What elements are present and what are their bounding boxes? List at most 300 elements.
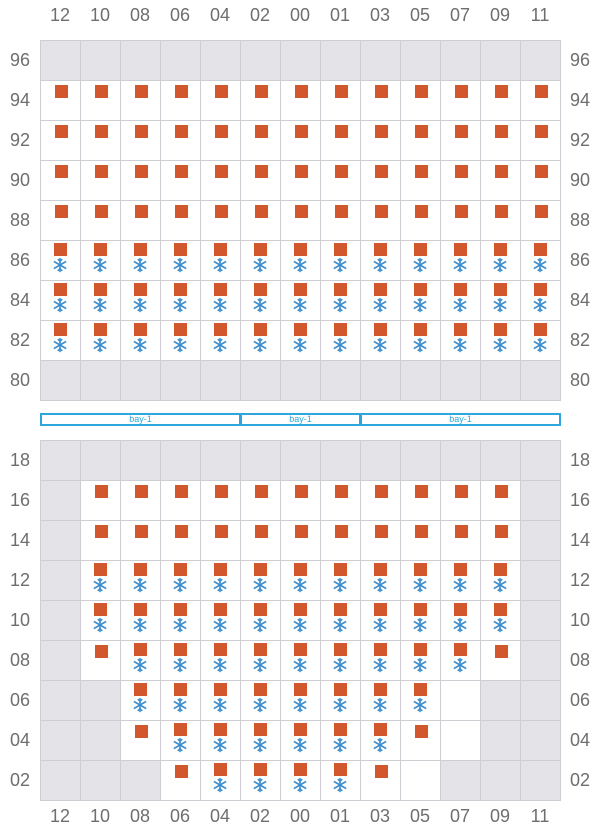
upper-slot-88-02[interactable]	[241, 201, 281, 241]
container-square[interactable]	[95, 125, 108, 138]
container-square[interactable]	[174, 283, 187, 296]
upper-slot-86-05[interactable]	[401, 241, 441, 281]
lower-slot-12-10[interactable]	[81, 561, 121, 601]
container-square[interactable]	[54, 323, 67, 336]
lower-slot-08-02[interactable]	[241, 641, 281, 681]
container-square[interactable]	[255, 165, 268, 178]
container-square[interactable]	[174, 243, 187, 256]
container-square[interactable]	[255, 485, 268, 498]
upper-slot-86-09[interactable]	[481, 241, 521, 281]
container-square[interactable]	[335, 125, 348, 138]
container-square[interactable]	[254, 763, 267, 776]
container-square[interactable]	[174, 323, 187, 336]
lower-slot-16-04[interactable]	[201, 481, 241, 521]
container-square[interactable]	[414, 243, 427, 256]
container-square[interactable]	[495, 485, 508, 498]
upper-slot-90-11[interactable]	[521, 161, 561, 201]
upper-slot-92-02[interactable]	[241, 121, 281, 161]
container-square[interactable]	[454, 563, 467, 576]
container-square[interactable]	[294, 643, 307, 656]
upper-slot-92-01[interactable]	[321, 121, 361, 161]
container-square[interactable]	[334, 643, 347, 656]
lower-slot-16-08[interactable]	[121, 481, 161, 521]
container-square[interactable]	[94, 243, 107, 256]
lower-slot-14-06[interactable]	[161, 521, 201, 561]
container-square[interactable]	[214, 603, 227, 616]
upper-slot-88-09[interactable]	[481, 201, 521, 241]
lower-slot-16-07[interactable]	[441, 481, 481, 521]
container-square[interactable]	[94, 323, 107, 336]
container-square[interactable]	[334, 243, 347, 256]
upper-slot-84-07[interactable]	[441, 281, 481, 321]
upper-slot-90-05[interactable]	[401, 161, 441, 201]
container-square[interactable]	[335, 165, 348, 178]
container-square[interactable]	[295, 85, 308, 98]
container-square[interactable]	[254, 723, 267, 736]
container-square[interactable]	[334, 603, 347, 616]
upper-slot-92-12[interactable]	[41, 121, 81, 161]
container-square[interactable]	[294, 323, 307, 336]
container-square[interactable]	[454, 643, 467, 656]
container-square[interactable]	[175, 85, 188, 98]
container-square[interactable]	[134, 283, 147, 296]
container-square[interactable]	[215, 85, 228, 98]
container-square[interactable]	[414, 283, 427, 296]
container-square[interactable]	[374, 323, 387, 336]
upper-slot-82-10[interactable]	[81, 321, 121, 361]
upper-slot-94-11[interactable]	[521, 81, 561, 121]
container-square[interactable]	[174, 603, 187, 616]
upper-slot-94-02[interactable]	[241, 81, 281, 121]
container-square[interactable]	[415, 525, 428, 538]
container-square[interactable]	[335, 485, 348, 498]
upper-slot-82-07[interactable]	[441, 321, 481, 361]
container-square[interactable]	[135, 525, 148, 538]
upper-slot-82-01[interactable]	[321, 321, 361, 361]
lower-slot-14-07[interactable]	[441, 521, 481, 561]
upper-slot-84-11[interactable]	[521, 281, 561, 321]
container-square[interactable]	[375, 125, 388, 138]
upper-slot-84-08[interactable]	[121, 281, 161, 321]
upper-slot-90-01[interactable]	[321, 161, 361, 201]
container-square[interactable]	[254, 603, 267, 616]
upper-slot-88-00[interactable]	[281, 201, 321, 241]
container-square[interactable]	[95, 645, 108, 658]
container-square[interactable]	[294, 683, 307, 696]
container-square[interactable]	[135, 485, 148, 498]
upper-slot-90-00[interactable]	[281, 161, 321, 201]
container-square[interactable]	[455, 205, 468, 218]
lower-slot-16-05[interactable]	[401, 481, 441, 521]
container-square[interactable]	[135, 85, 148, 98]
container-square[interactable]	[175, 485, 188, 498]
upper-slot-92-03[interactable]	[361, 121, 401, 161]
container-square[interactable]	[94, 283, 107, 296]
lower-slot-12-03[interactable]	[361, 561, 401, 601]
upper-slot-90-12[interactable]	[41, 161, 81, 201]
container-square[interactable]	[495, 85, 508, 98]
upper-slot-86-06[interactable]	[161, 241, 201, 281]
lower-slot-02-06[interactable]	[161, 761, 201, 801]
container-square[interactable]	[374, 683, 387, 696]
container-square[interactable]	[454, 323, 467, 336]
container-square[interactable]	[535, 205, 548, 218]
upper-slot-86-01[interactable]	[321, 241, 361, 281]
lower-slot-08-05[interactable]	[401, 641, 441, 681]
container-square[interactable]	[295, 125, 308, 138]
container-square[interactable]	[95, 485, 108, 498]
lower-slot-16-06[interactable]	[161, 481, 201, 521]
container-square[interactable]	[495, 205, 508, 218]
container-square[interactable]	[135, 125, 148, 138]
lower-slot-14-08[interactable]	[121, 521, 161, 561]
upper-slot-92-10[interactable]	[81, 121, 121, 161]
lower-slot-16-00[interactable]	[281, 481, 321, 521]
lower-slot-12-08[interactable]	[121, 561, 161, 601]
container-square[interactable]	[334, 563, 347, 576]
lower-slot-14-00[interactable]	[281, 521, 321, 561]
container-square[interactable]	[375, 485, 388, 498]
upper-slot-84-00[interactable]	[281, 281, 321, 321]
container-square[interactable]	[95, 205, 108, 218]
container-square[interactable]	[175, 525, 188, 538]
lower-slot-12-02[interactable]	[241, 561, 281, 601]
container-square[interactable]	[534, 283, 547, 296]
container-square[interactable]	[175, 765, 188, 778]
upper-slot-82-08[interactable]	[121, 321, 161, 361]
container-square[interactable]	[455, 165, 468, 178]
lower-slot-06-07[interactable]	[441, 681, 481, 721]
upper-slot-94-06[interactable]	[161, 81, 201, 121]
container-square[interactable]	[414, 683, 427, 696]
upper-slot-82-06[interactable]	[161, 321, 201, 361]
container-square[interactable]	[214, 683, 227, 696]
upper-slot-82-09[interactable]	[481, 321, 521, 361]
container-square[interactable]	[214, 723, 227, 736]
upper-slot-90-07[interactable]	[441, 161, 481, 201]
lower-slot-16-02[interactable]	[241, 481, 281, 521]
upper-slot-90-02[interactable]	[241, 161, 281, 201]
container-square[interactable]	[415, 485, 428, 498]
container-square[interactable]	[335, 205, 348, 218]
container-square[interactable]	[335, 85, 348, 98]
lower-slot-06-04[interactable]	[201, 681, 241, 721]
container-square[interactable]	[294, 243, 307, 256]
lower-slot-12-00[interactable]	[281, 561, 321, 601]
container-square[interactable]	[494, 243, 507, 256]
upper-slot-94-10[interactable]	[81, 81, 121, 121]
container-square[interactable]	[375, 85, 388, 98]
container-square[interactable]	[295, 485, 308, 498]
container-square[interactable]	[454, 603, 467, 616]
lower-slot-08-06[interactable]	[161, 641, 201, 681]
upper-slot-84-02[interactable]	[241, 281, 281, 321]
container-square[interactable]	[134, 243, 147, 256]
upper-slot-94-09[interactable]	[481, 81, 521, 121]
lower-slot-12-05[interactable]	[401, 561, 441, 601]
upper-slot-92-09[interactable]	[481, 121, 521, 161]
container-square[interactable]	[375, 205, 388, 218]
container-square[interactable]	[374, 643, 387, 656]
lower-slot-08-07[interactable]	[441, 641, 481, 681]
container-square[interactable]	[495, 165, 508, 178]
upper-slot-90-03[interactable]	[361, 161, 401, 201]
lower-slot-04-07[interactable]	[441, 721, 481, 761]
container-square[interactable]	[174, 723, 187, 736]
upper-slot-82-03[interactable]	[361, 321, 401, 361]
lower-slot-12-04[interactable]	[201, 561, 241, 601]
container-square[interactable]	[375, 165, 388, 178]
container-square[interactable]	[94, 563, 107, 576]
container-square[interactable]	[454, 243, 467, 256]
container-square[interactable]	[494, 323, 507, 336]
container-square[interactable]	[535, 85, 548, 98]
upper-slot-86-00[interactable]	[281, 241, 321, 281]
container-square[interactable]	[495, 525, 508, 538]
lower-slot-02-04[interactable]	[201, 761, 241, 801]
lower-slot-16-01[interactable]	[321, 481, 361, 521]
container-square[interactable]	[494, 603, 507, 616]
container-square[interactable]	[254, 243, 267, 256]
container-square[interactable]	[335, 525, 348, 538]
container-square[interactable]	[214, 763, 227, 776]
lower-slot-08-08[interactable]	[121, 641, 161, 681]
lower-slot-04-04[interactable]	[201, 721, 241, 761]
upper-slot-82-04[interactable]	[201, 321, 241, 361]
lower-slot-02-03[interactable]	[361, 761, 401, 801]
container-square[interactable]	[134, 323, 147, 336]
container-square[interactable]	[295, 525, 308, 538]
lower-slot-10-01[interactable]	[321, 601, 361, 641]
container-square[interactable]	[455, 525, 468, 538]
container-square[interactable]	[254, 643, 267, 656]
container-square[interactable]	[414, 323, 427, 336]
container-square[interactable]	[374, 603, 387, 616]
container-square[interactable]	[494, 283, 507, 296]
upper-slot-84-12[interactable]	[41, 281, 81, 321]
lower-slot-12-09[interactable]	[481, 561, 521, 601]
container-square[interactable]	[174, 563, 187, 576]
container-square[interactable]	[255, 85, 268, 98]
lower-slot-14-03[interactable]	[361, 521, 401, 561]
container-square[interactable]	[534, 243, 547, 256]
upper-slot-88-01[interactable]	[321, 201, 361, 241]
container-square[interactable]	[334, 283, 347, 296]
container-square[interactable]	[135, 165, 148, 178]
lower-slot-08-10[interactable]	[81, 641, 121, 681]
container-square[interactable]	[255, 125, 268, 138]
container-square[interactable]	[215, 485, 228, 498]
lower-slot-06-03[interactable]	[361, 681, 401, 721]
container-square[interactable]	[174, 683, 187, 696]
upper-slot-90-06[interactable]	[161, 161, 201, 201]
container-square[interactable]	[414, 643, 427, 656]
upper-slot-84-09[interactable]	[481, 281, 521, 321]
container-square[interactable]	[374, 563, 387, 576]
upper-slot-88-07[interactable]	[441, 201, 481, 241]
bay-label[interactable]: bay-1	[40, 413, 241, 426]
upper-slot-86-12[interactable]	[41, 241, 81, 281]
lower-slot-10-03[interactable]	[361, 601, 401, 641]
container-square[interactable]	[334, 683, 347, 696]
upper-slot-94-01[interactable]	[321, 81, 361, 121]
container-square[interactable]	[414, 603, 427, 616]
container-square[interactable]	[55, 205, 68, 218]
container-square[interactable]	[295, 205, 308, 218]
container-square[interactable]	[455, 485, 468, 498]
upper-slot-88-12[interactable]	[41, 201, 81, 241]
upper-slot-90-04[interactable]	[201, 161, 241, 201]
container-square[interactable]	[175, 125, 188, 138]
container-square[interactable]	[134, 643, 147, 656]
lower-slot-14-10[interactable]	[81, 521, 121, 561]
upper-slot-84-06[interactable]	[161, 281, 201, 321]
lower-slot-04-01[interactable]	[321, 721, 361, 761]
container-square[interactable]	[134, 603, 147, 616]
container-square[interactable]	[455, 125, 468, 138]
container-square[interactable]	[374, 243, 387, 256]
container-square[interactable]	[215, 525, 228, 538]
container-square[interactable]	[374, 283, 387, 296]
upper-slot-86-08[interactable]	[121, 241, 161, 281]
lower-slot-10-02[interactable]	[241, 601, 281, 641]
upper-slot-88-11[interactable]	[521, 201, 561, 241]
container-square[interactable]	[175, 205, 188, 218]
lower-slot-02-00[interactable]	[281, 761, 321, 801]
container-square[interactable]	[495, 645, 508, 658]
lower-slot-12-07[interactable]	[441, 561, 481, 601]
container-square[interactable]	[55, 165, 68, 178]
upper-slot-94-08[interactable]	[121, 81, 161, 121]
upper-slot-92-08[interactable]	[121, 121, 161, 161]
container-square[interactable]	[535, 165, 548, 178]
upper-slot-88-10[interactable]	[81, 201, 121, 241]
upper-slot-86-03[interactable]	[361, 241, 401, 281]
lower-slot-16-09[interactable]	[481, 481, 521, 521]
container-square[interactable]	[95, 165, 108, 178]
upper-slot-84-03[interactable]	[361, 281, 401, 321]
container-square[interactable]	[254, 683, 267, 696]
container-square[interactable]	[255, 205, 268, 218]
lower-slot-14-02[interactable]	[241, 521, 281, 561]
container-square[interactable]	[215, 125, 228, 138]
upper-slot-92-05[interactable]	[401, 121, 441, 161]
lower-slot-04-00[interactable]	[281, 721, 321, 761]
container-square[interactable]	[254, 563, 267, 576]
container-square[interactable]	[334, 763, 347, 776]
lower-slot-02-02[interactable]	[241, 761, 281, 801]
upper-slot-86-02[interactable]	[241, 241, 281, 281]
upper-slot-84-01[interactable]	[321, 281, 361, 321]
container-square[interactable]	[214, 283, 227, 296]
lower-slot-10-00[interactable]	[281, 601, 321, 641]
upper-slot-94-00[interactable]	[281, 81, 321, 121]
lower-slot-08-00[interactable]	[281, 641, 321, 681]
container-square[interactable]	[255, 525, 268, 538]
lower-slot-06-00[interactable]	[281, 681, 321, 721]
lower-slot-10-07[interactable]	[441, 601, 481, 641]
lower-slot-14-05[interactable]	[401, 521, 441, 561]
container-square[interactable]	[134, 683, 147, 696]
container-square[interactable]	[55, 85, 68, 98]
lower-slot-06-01[interactable]	[321, 681, 361, 721]
upper-slot-94-05[interactable]	[401, 81, 441, 121]
lower-slot-10-06[interactable]	[161, 601, 201, 641]
container-square[interactable]	[95, 525, 108, 538]
lower-slot-08-01[interactable]	[321, 641, 361, 681]
lower-slot-08-03[interactable]	[361, 641, 401, 681]
upper-slot-88-04[interactable]	[201, 201, 241, 241]
lower-slot-10-04[interactable]	[201, 601, 241, 641]
upper-slot-94-07[interactable]	[441, 81, 481, 121]
upper-slot-88-03[interactable]	[361, 201, 401, 241]
container-square[interactable]	[214, 563, 227, 576]
container-square[interactable]	[294, 283, 307, 296]
container-square[interactable]	[415, 725, 428, 738]
container-square[interactable]	[254, 323, 267, 336]
lower-slot-08-09[interactable]	[481, 641, 521, 681]
upper-slot-88-08[interactable]	[121, 201, 161, 241]
upper-slot-90-08[interactable]	[121, 161, 161, 201]
upper-slot-86-10[interactable]	[81, 241, 121, 281]
upper-slot-82-02[interactable]	[241, 321, 281, 361]
container-square[interactable]	[214, 243, 227, 256]
upper-slot-86-04[interactable]	[201, 241, 241, 281]
upper-slot-82-12[interactable]	[41, 321, 81, 361]
upper-slot-82-11[interactable]	[521, 321, 561, 361]
lower-slot-04-05[interactable]	[401, 721, 441, 761]
bay-label[interactable]: bay-1	[240, 413, 361, 426]
container-square[interactable]	[134, 563, 147, 576]
lower-slot-10-08[interactable]	[121, 601, 161, 641]
container-square[interactable]	[375, 765, 388, 778]
container-square[interactable]	[135, 725, 148, 738]
upper-slot-92-00[interactable]	[281, 121, 321, 161]
upper-slot-94-12[interactable]	[41, 81, 81, 121]
lower-slot-10-09[interactable]	[481, 601, 521, 641]
container-square[interactable]	[455, 85, 468, 98]
container-square[interactable]	[215, 165, 228, 178]
container-square[interactable]	[54, 283, 67, 296]
upper-slot-90-10[interactable]	[81, 161, 121, 201]
upper-slot-88-05[interactable]	[401, 201, 441, 241]
lower-slot-04-06[interactable]	[161, 721, 201, 761]
container-square[interactable]	[415, 125, 428, 138]
upper-slot-94-04[interactable]	[201, 81, 241, 121]
upper-slot-82-05[interactable]	[401, 321, 441, 361]
upper-slot-94-03[interactable]	[361, 81, 401, 121]
lower-slot-14-01[interactable]	[321, 521, 361, 561]
lower-slot-10-05[interactable]	[401, 601, 441, 641]
container-square[interactable]	[535, 125, 548, 138]
bay-label[interactable]: bay-1	[360, 413, 561, 426]
lower-slot-04-02[interactable]	[241, 721, 281, 761]
container-square[interactable]	[135, 205, 148, 218]
upper-slot-92-06[interactable]	[161, 121, 201, 161]
lower-slot-04-08[interactable]	[121, 721, 161, 761]
container-square[interactable]	[415, 205, 428, 218]
container-square[interactable]	[294, 563, 307, 576]
lower-slot-10-10[interactable]	[81, 601, 121, 641]
container-square[interactable]	[254, 283, 267, 296]
container-square[interactable]	[334, 323, 347, 336]
container-square[interactable]	[175, 165, 188, 178]
upper-slot-84-05[interactable]	[401, 281, 441, 321]
upper-slot-86-07[interactable]	[441, 241, 481, 281]
container-square[interactable]	[54, 243, 67, 256]
container-square[interactable]	[294, 723, 307, 736]
lower-slot-14-09[interactable]	[481, 521, 521, 561]
